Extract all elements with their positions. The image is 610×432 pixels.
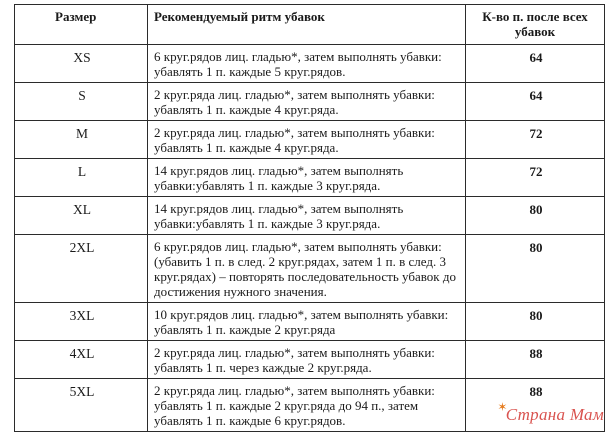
size-cell: 5XL	[15, 379, 148, 432]
count-cell: 72	[466, 159, 605, 197]
table-row	[15, 341, 605, 379]
table-row	[15, 235, 605, 303]
rhythm-cell: 6 круг.рядов лиц. гладью*, затем выполнять убавки: (убавить 1 п. в след. 2 круг.рядах, затем 1 п. в след. 3 круг.рядах) – повторять последовательность убавок до достижения нужного значения.	[148, 235, 466, 303]
table-row	[15, 197, 605, 235]
count-cell: 88	[466, 341, 605, 379]
rhythm-cell: 10 круг.рядов лиц. гладью*, затем выполнять убавки: убавлять 1 п. каждые 2 круг.ряда	[148, 303, 466, 341]
header-rhythm: Рекомендуемый ритм убавок	[148, 5, 466, 45]
size-cell: 2XL	[15, 235, 148, 303]
count-cell: 80	[466, 197, 605, 235]
size-cell: 4XL	[15, 341, 148, 379]
rhythm-cell: 2 круг.ряда лиц. гладью*, затем выполнять убавки: убавлять 1 п. каждые 4 круг.ряда.	[148, 121, 466, 159]
decrease-rhythm-table	[14, 4, 605, 432]
header-size: Размер	[15, 5, 148, 45]
site-watermark	[497, 400, 604, 425]
size-cell: M	[15, 121, 148, 159]
table-row	[15, 45, 605, 83]
rhythm-cell: 2 круг.ряда лиц. гладью*, затем выполнять убавки: убавлять 1 п. каждые 2 круг.ряда до 94 п., затем убавлять 1 п. каждые 6 круг.рядов.	[148, 379, 466, 432]
rhythm-cell: 2 круг.ряда лиц. гладью*, затем выполнять убавки: убавлять 1 п. каждые 4 круг.ряда.	[148, 83, 466, 121]
size-cell: 3XL	[15, 303, 148, 341]
size-cell: XS	[15, 45, 148, 83]
table-header-row	[15, 5, 605, 45]
count-cell: 80	[466, 235, 605, 303]
watermark-text: Страна Мам	[505, 405, 604, 424]
count-cell: 64	[466, 83, 605, 121]
table-row	[15, 159, 605, 197]
size-cell: S	[15, 83, 148, 121]
rhythm-cell: 2 круг.ряда лиц. гладью*, затем выполнять убавки: убавлять 1 п. через каждые 2 круг.ряда.	[148, 341, 466, 379]
star-icon: ✶	[497, 400, 508, 414]
rhythm-cell: 14 круг.рядов лиц. гладью*, затем выполнять убавки:убавлять 1 п. каждые 3 круг.ряда.	[148, 197, 466, 235]
header-count: К-во п. после всех убавок	[466, 5, 605, 45]
rhythm-cell: 6 круг.рядов лиц. гладью*, затем выполнять убавки: убавлять 1 п. каждые 5 круг.рядов.	[148, 45, 466, 83]
table-row	[15, 83, 605, 121]
count-cell: 88	[466, 379, 605, 432]
size-cell: L	[15, 159, 148, 197]
count-cell: 80	[466, 303, 605, 341]
count-cell: 72	[466, 121, 605, 159]
table-row	[15, 121, 605, 159]
count-cell: 64	[466, 45, 605, 83]
rhythm-cell: 14 круг.рядов лиц. гладью*, затем выполнять убавки:убавлять 1 п. каждые 3 круг.ряда.	[148, 159, 466, 197]
size-cell: XL	[15, 197, 148, 235]
table-row	[15, 303, 605, 341]
